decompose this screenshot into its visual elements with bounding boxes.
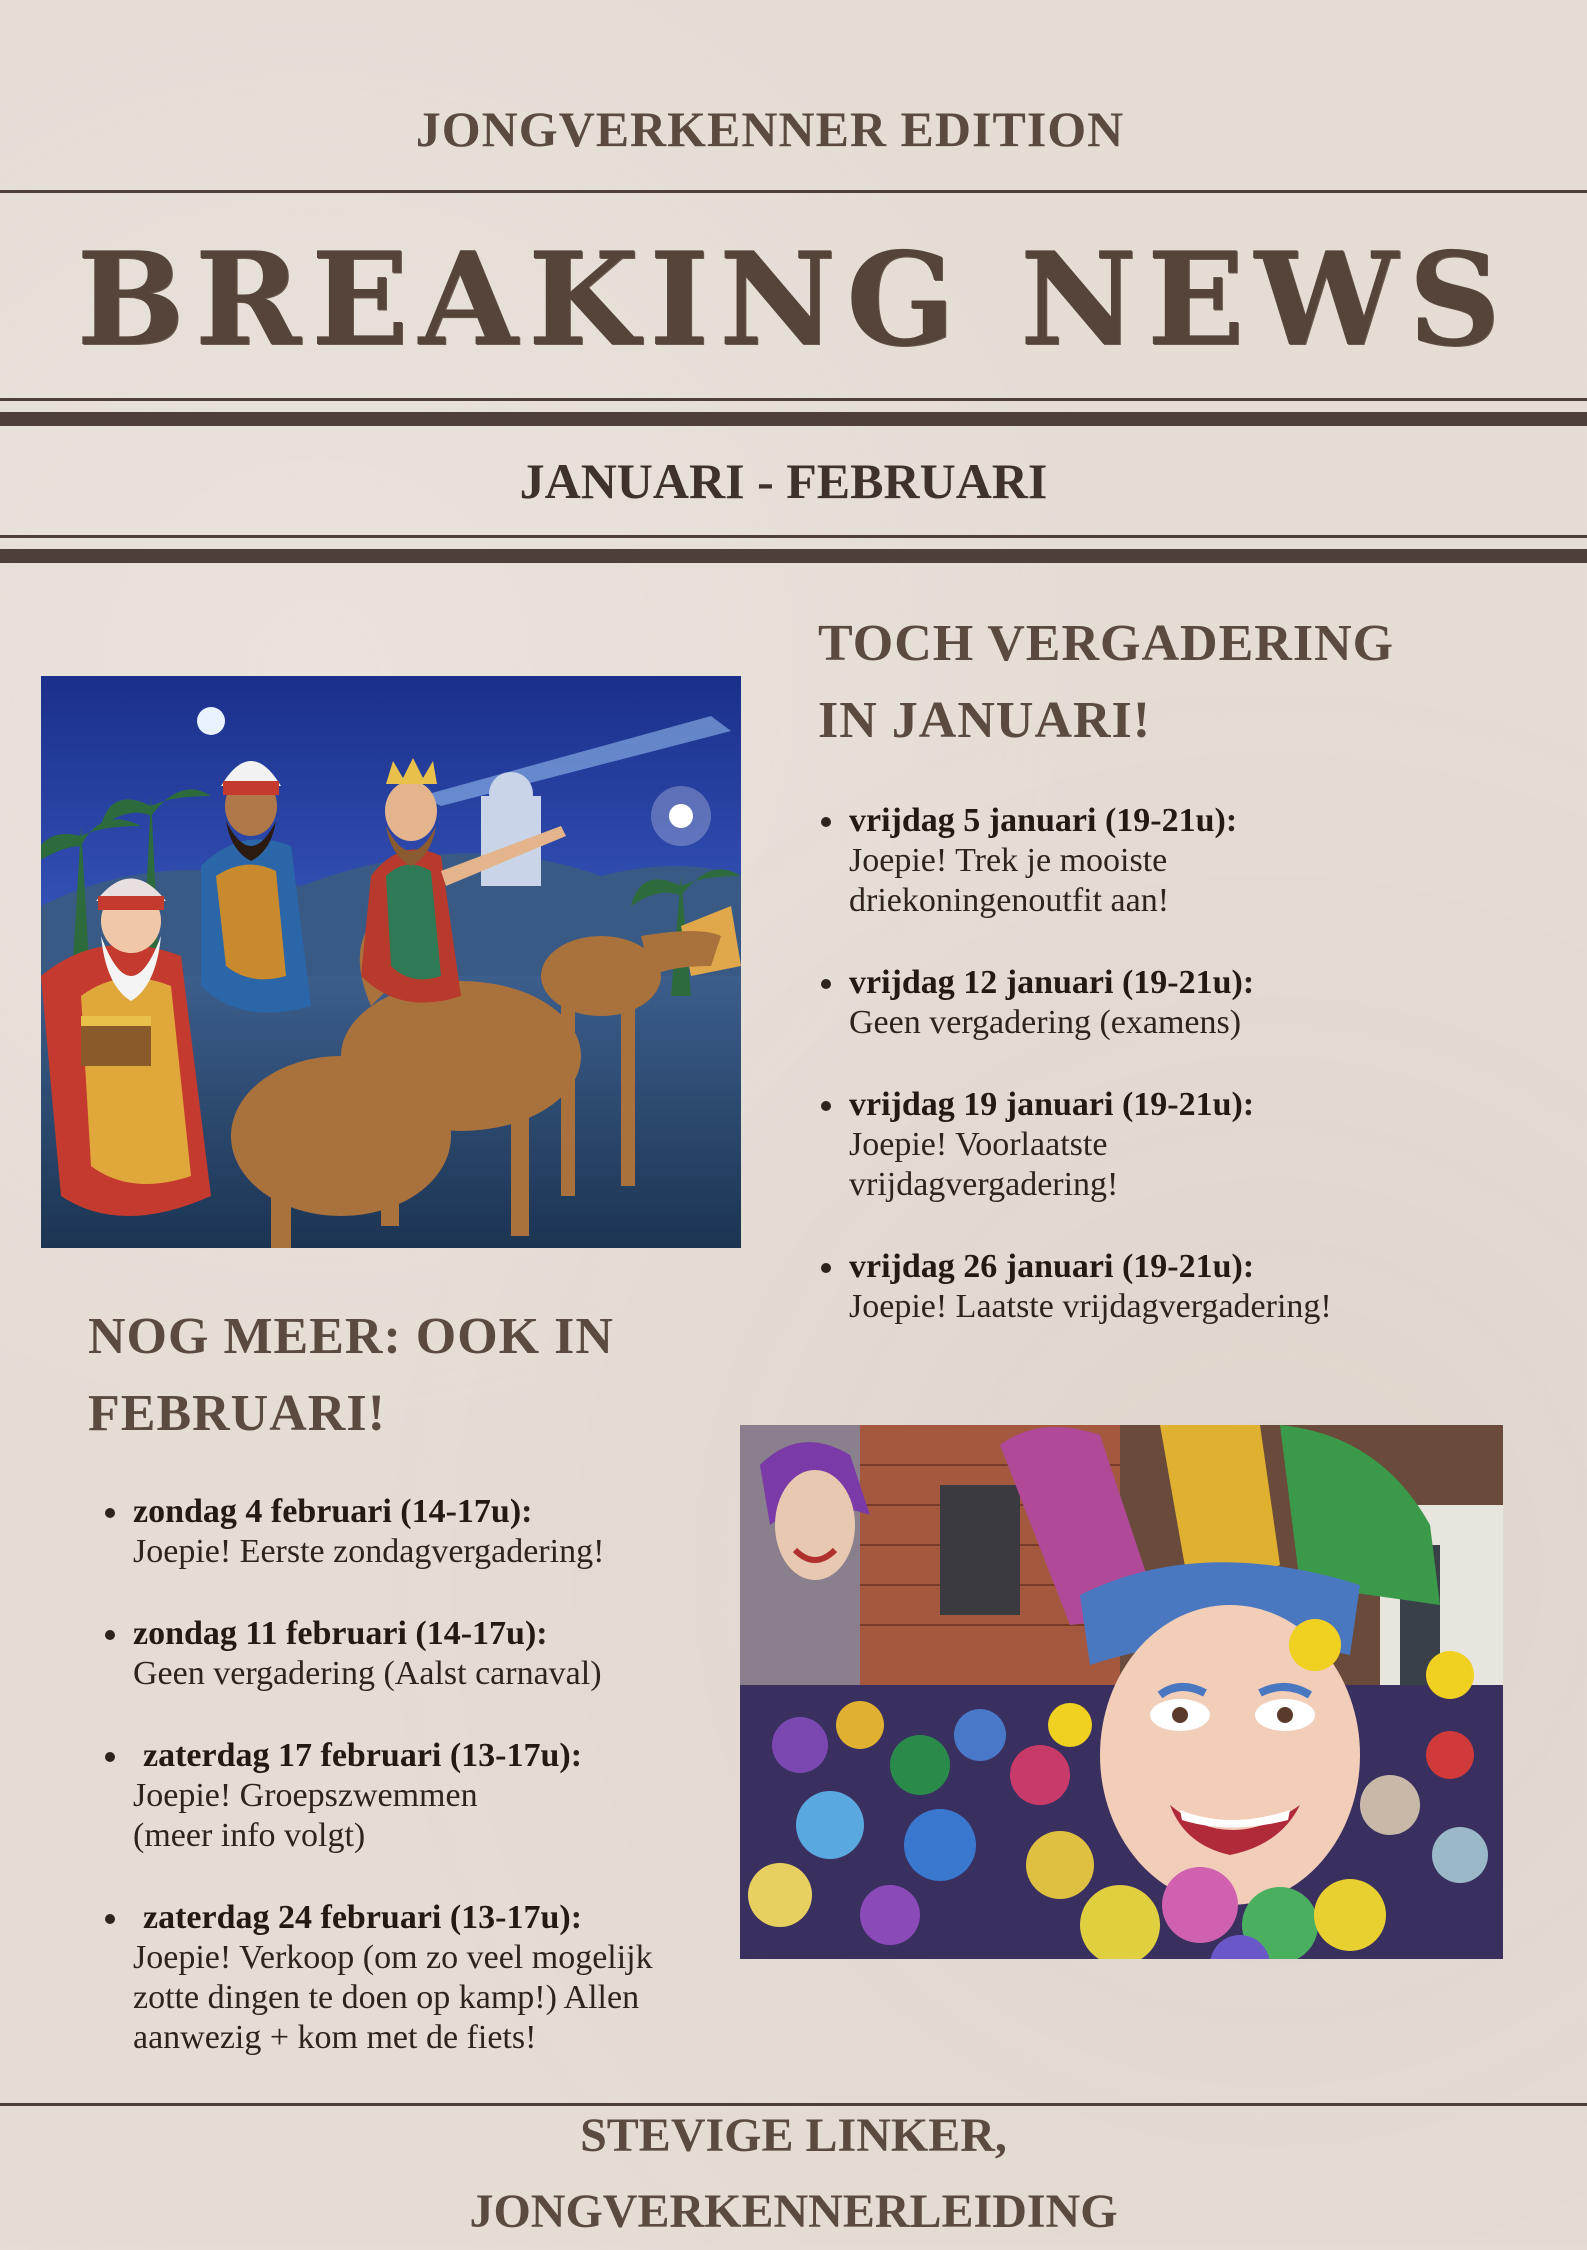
list-item: zaterdag 17 februari (13-17u): Joepie! Groepszwemmen (meer info volgt) xyxy=(102,1736,728,1856)
list-item: vrijdag 5 januari (19-21u): Joepie! Trek je mooiste driekoningenoutfit aan! xyxy=(818,801,1558,921)
list-item: zondag 4 februari (14-17u): Joepie! Eerste zondagvergadering! xyxy=(102,1492,728,1572)
january-title: TOCH VERGADERING IN JANUARI! xyxy=(818,615,1395,749)
three-kings-illustration xyxy=(41,676,741,1248)
january-section xyxy=(818,605,1558,1369)
february-events-list xyxy=(102,1492,728,2058)
header-rule-thin-1 xyxy=(0,398,1587,401)
header-rule-thin-2 xyxy=(0,535,1587,538)
list-item: vrijdag 12 januari (19-21u): Geen vergadering (examens) xyxy=(818,963,1558,1043)
list-item: zaterdag 24 februari (13-17u): Joepie! Verkoop (om zo veel mogelijk zotte dingen te doen op kamp!) Allen aanwezig + kom met de fiets! xyxy=(102,1898,728,2058)
february-section xyxy=(88,1298,728,2100)
period-label: JANUARI - FEBRUARI xyxy=(519,453,1048,509)
list-item: vrijdag 19 januari (19-21u): Joepie! Voorlaatste vrijdagvergadering! xyxy=(818,1085,1558,1205)
list-item: vrijdag 26 januari (19-21u): Joepie! Laatste vrijdagvergadering! xyxy=(818,1247,1558,1327)
header-rule-thick-2 xyxy=(0,549,1587,563)
masthead-title: BREAKING NEWS xyxy=(76,225,1511,375)
footer-signature: STEVIGE LINKER, JONGVERKENNERLEIDING xyxy=(469,2109,1118,2238)
list-item: zondag 11 februari (14-17u): Geen vergadering (Aalst carnaval) xyxy=(102,1614,728,1694)
edition-label: JONGVERKENNER EDITION xyxy=(415,101,1125,157)
header-rule-thick-1 xyxy=(0,412,1587,426)
february-title: NOG MEER: OOK IN FEBRUARI! xyxy=(88,1308,614,1442)
carnival-parade-photo xyxy=(740,1425,1503,1959)
january-events-list xyxy=(818,801,1558,1327)
header-rule-top xyxy=(0,190,1587,193)
